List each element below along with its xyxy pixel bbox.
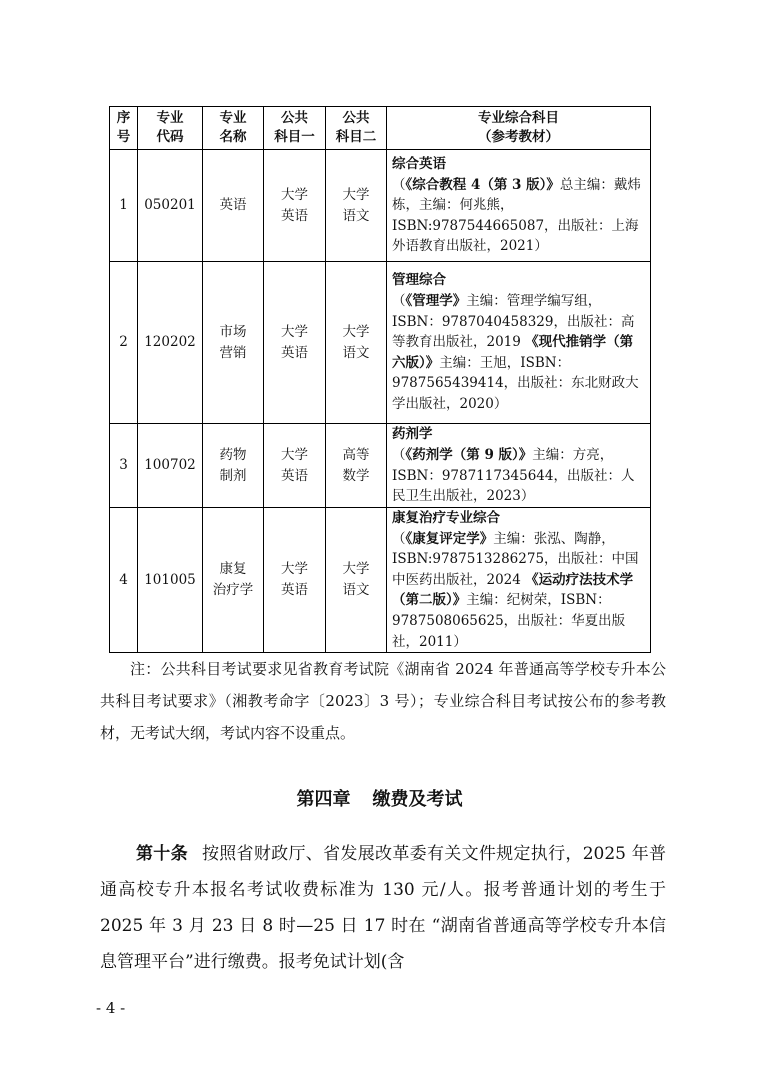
cell-no: 3	[110, 424, 138, 508]
cell-public1: 大学 英语	[264, 508, 326, 653]
header-public2: 公共 科目二	[326, 107, 387, 150]
cell-name: 康复 治疗学	[203, 508, 264, 653]
book-entry: （《综合教程 4（第 3 版）》总主编：戴炜栋，主编：何兆熊，ISBN:9787544665087，出版社：上海外语教育出版社，2021）	[392, 176, 641, 255]
cell-name: 药物 制剂	[203, 424, 264, 508]
cell-public2: 大学 语文	[326, 508, 387, 653]
table-header-row	[110, 107, 651, 150]
header-public1: 公共 科目一	[264, 107, 326, 150]
book-entry: 《运动疗法技术学（第二版）》主编：纪树荣，ISBN：9787508065625，出版社：华夏出版社，2011）	[392, 571, 634, 650]
book-entry: （《康复评定学》主编：张泓、陶静，ISBN:9787513286275，出版社：中国中医药出版社，2024	[392, 530, 639, 588]
cell-public2: 大学 语文	[326, 150, 387, 262]
cell-code: 101005	[138, 508, 203, 653]
table-note: 注：公共科目考试要求见省教育考试院《湖南省 2024 年普通高等学校专升本公共科目考试要求》（湘教考命字〔2023〕3 号）；专业综合科目考试按公布的参考教材，无考试大纲，考试内容不设重点。	[100, 660, 666, 742]
cell-public2: 大学 语文	[326, 262, 387, 424]
cell-book	[387, 150, 651, 262]
header-name: 专业 名称	[203, 107, 264, 150]
cell-no: 2	[110, 262, 138, 424]
subject-title: 综合英语	[392, 156, 446, 173]
article-paragraph	[100, 836, 666, 980]
cell-public1: 大学 英语	[264, 424, 326, 508]
cell-no: 1	[110, 150, 138, 262]
subject-title: 药剂学	[392, 426, 433, 443]
cell-public1: 大学 英语	[264, 262, 326, 424]
cell-public1: 大学 英语	[264, 150, 326, 262]
article-label: 第十条	[136, 844, 188, 864]
book-entry: （《药剂学（第 9 版）》主编：方亮，ISBN：9787117345644，出版社：人民卫生出版社，2023）	[392, 446, 635, 505]
chapter-number: 第四章	[296, 789, 351, 810]
cell-code: 100702	[138, 424, 203, 508]
cell-code: 050201	[138, 150, 203, 262]
header-no: 序 号	[110, 107, 138, 150]
cell-code: 120202	[138, 262, 203, 424]
cell-no: 4	[110, 508, 138, 653]
subject-title: 康复治疗专业综合	[392, 510, 500, 526]
cell-book	[387, 262, 651, 424]
cell-book	[387, 508, 651, 653]
table-row	[110, 424, 651, 508]
table-row	[110, 262, 651, 424]
article-text: 按照省财政厅、省发展改革委有关文件规定执行，2025 年普通高校专升本报名考试收费标准为 130 元/人。报考普通计划的考生于 2025 年 3 月 23 日 8 时—25 日 17 时在 “湖南省普通高等学校专升本信息管理平台”进行缴费。报考免试计划(含	[100, 844, 667, 972]
header-code: 专业 代码	[138, 107, 203, 150]
subject-title: 管理综合	[392, 272, 446, 289]
cell-book	[387, 424, 651, 508]
cell-name: 英语	[203, 150, 264, 262]
book-entry: 《现代推销学（第六版）》主编：王旭，ISBN：9787565439414，出版社：东北财政大学出版社，2020）	[392, 334, 639, 412]
table-row	[110, 508, 651, 653]
cell-name: 市场 营销	[203, 262, 264, 424]
chapter-heading	[0, 785, 759, 811]
major-exam-table	[109, 106, 651, 653]
chapter-title: 缴费及考试	[372, 789, 463, 810]
page-number: - 4 -	[96, 999, 126, 1017]
cell-public2: 高等 数学	[326, 424, 387, 508]
header-book: 专业综合科目 （参考教材）	[387, 107, 651, 150]
book-entry: （《管理学》主编：管理学编写组，ISBN：9787040458329，出版社：高等教育出版社，2019	[392, 293, 635, 351]
table-row	[110, 150, 651, 262]
